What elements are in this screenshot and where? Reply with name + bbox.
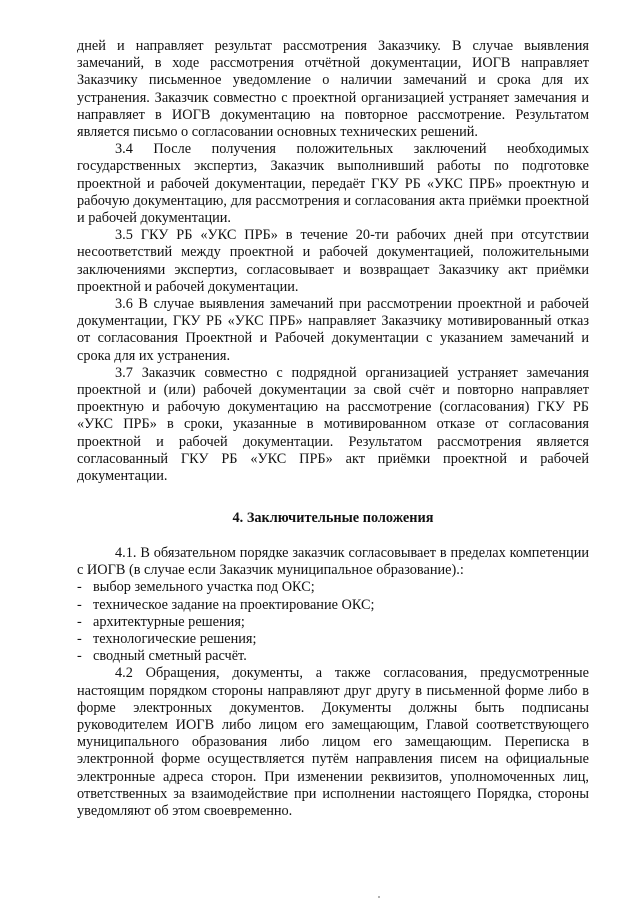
section-4-heading: 4. Заключительные положения <box>232 510 434 526</box>
list-item <box>77 648 589 665</box>
paragraph-3-4: 3.4 После получения положительных заключений необходимых государственных экспертиз, Заказчик выполнивший работы по подготовке проектной и рабочей документации, передаёт ГКУ РБ «УКС ПРБ» проектную и рабочую документацию, для рассмотрения и согласования акта приёмки проектной и рабочей документации. <box>77 141 589 227</box>
paragraph-4-1: 4.1. В обязательном порядке заказчик согласовывает в пределах компетенции с ИОГВ (в случае если Заказчик муниципальное образование).: <box>77 545 589 579</box>
paragraph-3-5: 3.5 ГКУ РБ «УКС ПРБ» в течение 20-ти рабочих дней при отсутствии несоответствий между проектной и рабочей документацией, положительными заключениями экспертиз, согласовывает и возвращает Заказчику акт приёмки проектной и рабочей документации. <box>77 227 589 295</box>
list-item <box>77 597 589 614</box>
paragraph-3-7: 3.7 Заказчик совместно с подрядной организацией устраняет замечания проектной и (или) рабочей документации за свой счёт и повторно направляет проектную и рабочую документацию на рассмотрение (согласования) ГКУ РБ «УКС ПРБ» в сроки, указанные в мотивированном отказе от согласования проектной и рабочей документации. Результатом рассмотрения является согласованный ГКУ РБ «УКС ПРБ» акт приёмки проектной и рабочей документации. <box>77 364 589 485</box>
list-dash: - <box>77 631 82 648</box>
list-item-text: сводный сметный расчёт. <box>93 648 247 665</box>
list-dash: - <box>77 613 82 630</box>
list-dash: - <box>77 648 82 665</box>
scan-speck <box>378 896 380 898</box>
paragraph-3-6: 3.6 В случае выявления замечаний при рассмотрении проектной и рабочей документации, ГКУ РБ «УКС ПРБ» направляет Заказчику мотивированный отказ от согласования Проектной и Рабочей документации с указанием замечаний и срока для их устранения. <box>77 296 589 364</box>
list-item-text: выбор земельного участка под ОКС; <box>93 579 315 596</box>
list-item-text: техническое задание на проектирование ОКС; <box>93 596 375 613</box>
section-3-continuation <box>77 38 589 485</box>
list-item-text: технологические решения; <box>93 631 257 648</box>
section-4-body <box>77 545 589 820</box>
list-item <box>77 614 589 631</box>
approval-list <box>77 579 589 665</box>
list-item-text: архитектурные решения; <box>93 613 245 630</box>
paragraph-continuation: дней и направляет результат рассмотрения Заказчику. В случае выявления замечаний, в ходе рассмотрения отчётной документации, ИОГВ направляет Заказчику письменное уведомление о наличии замечаний и срока для их устранения. Заказчик совместно с проектной организацией устраняет замечания и направляет в ИОГВ документацию на повторное рассмотрение. Результатом является письмо о согласовании основных технических решений. <box>77 38 589 141</box>
paragraph-4-2: 4.2 Обращения, документы, а также согласования, предусмотренные настоящим порядком стороны направляют друг другу в письменной форме либо в форме электронных документов. Документы должны быть подписаны руководителем ИОГВ либо лицом его замещающим, Главой соответствующего муниципального образования либо лицом его замещающим. Переписка в электронной форме осуществляется путём направления писем на официальные электронные адреса сторон. При изменении реквизитов, уполномоченных лиц, ответственных за взаимодействие при исполнении настоящего Порядка, стороны уведомляют об этом своевременно. <box>77 665 589 820</box>
list-dash: - <box>77 596 82 613</box>
list-dash: - <box>77 579 82 596</box>
list-item <box>77 631 589 648</box>
list-item <box>77 579 589 596</box>
